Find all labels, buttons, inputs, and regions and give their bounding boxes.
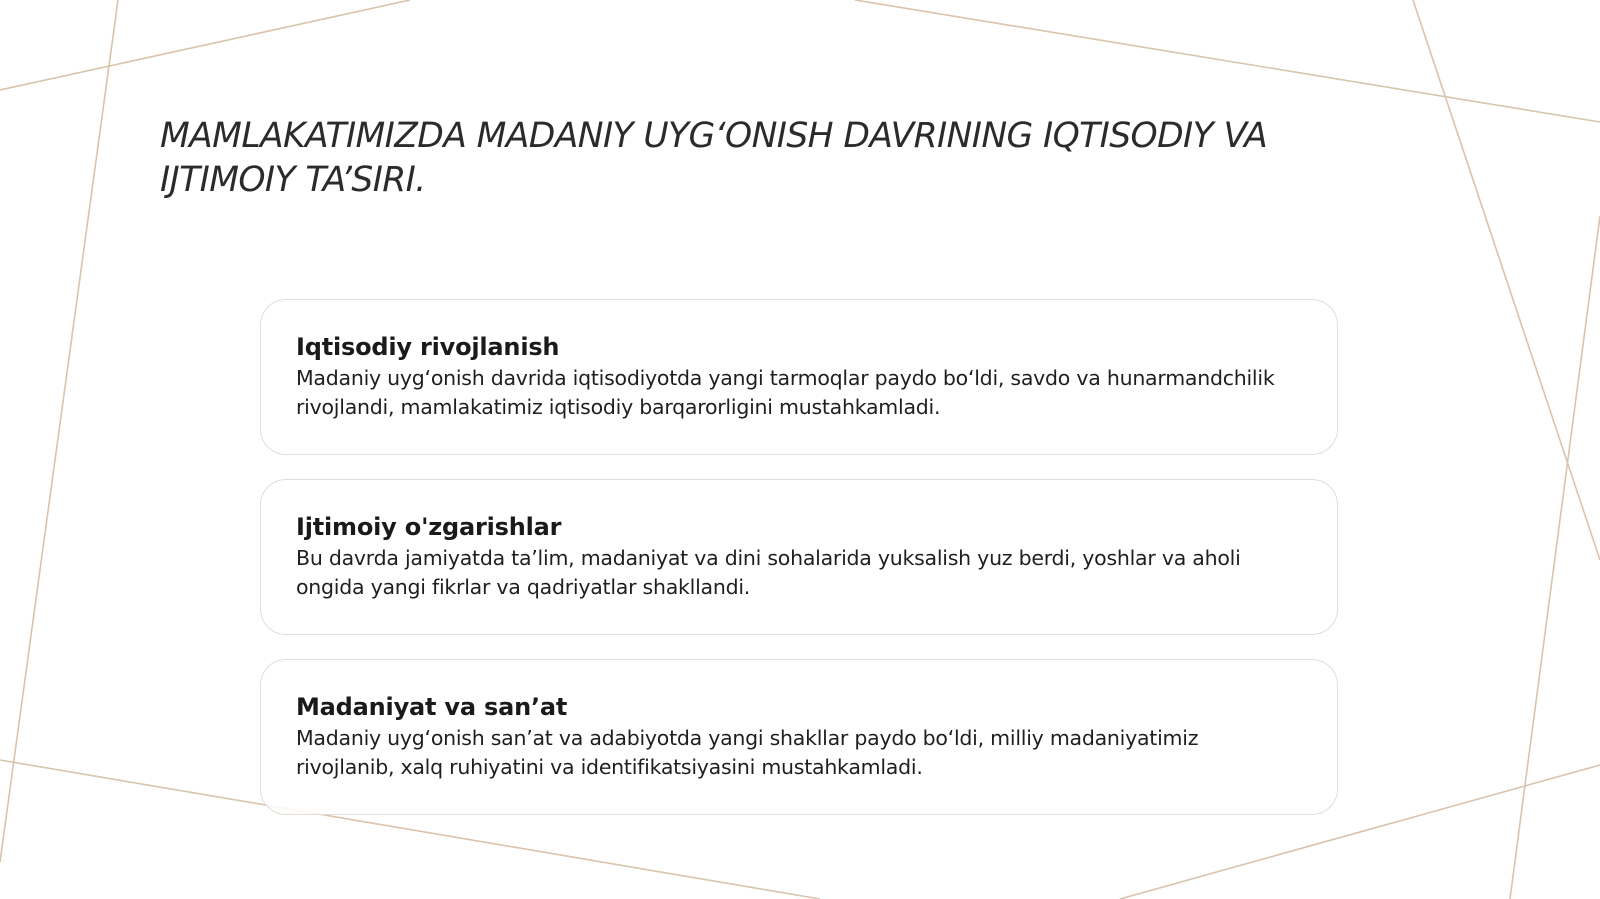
card-social-changes	[260, 479, 1338, 635]
decor-line	[855, 0, 1600, 122]
card-text: Madaniy uyg‘onish san’at va adabiyotda yangi shakllar paydo bo‘ldi, milliy madaniyatimiz rivojlanib, xalq ruhiyatini va identifikatsiyasini mustahkamladi.	[296, 726, 1199, 779]
card-text: Bu davrda jamiyatda ta’lim, madaniyat va dini sohalarida yuksalish yuz berdi, yoshlar va aholi ongida yangi fikrlar va qadriyatlar shakllandi.	[296, 546, 1241, 599]
card-culture-and-art	[260, 659, 1338, 815]
decor-line	[1510, 216, 1600, 899]
decor-line	[1413, 0, 1600, 560]
card-heading: Ijtimoiy o'zgarishlar	[296, 513, 562, 541]
decor-line	[0, 0, 118, 862]
slide-title: MAMLAKATIMIZDA MADANIY UYG‘ONISH DAVRINING IQTISODIY VA IJTIMOIY TA’SIRI.	[160, 116, 1268, 200]
card-economic-development	[260, 299, 1338, 455]
card-text: Madaniy uyg‘onish davrida iqtisodiyotda yangi tarmoqlar paydo bo‘ldi, savdo va hunarmandchilik rivojlandi, mamlakatimiz iqtisodiy barqarorligini mustahkamladi.	[296, 366, 1275, 419]
decor-line	[0, 0, 410, 90]
card-heading: Iqtisodiy rivojlanish	[296, 333, 560, 361]
card-heading: Madaniyat va san’at	[296, 693, 568, 721]
